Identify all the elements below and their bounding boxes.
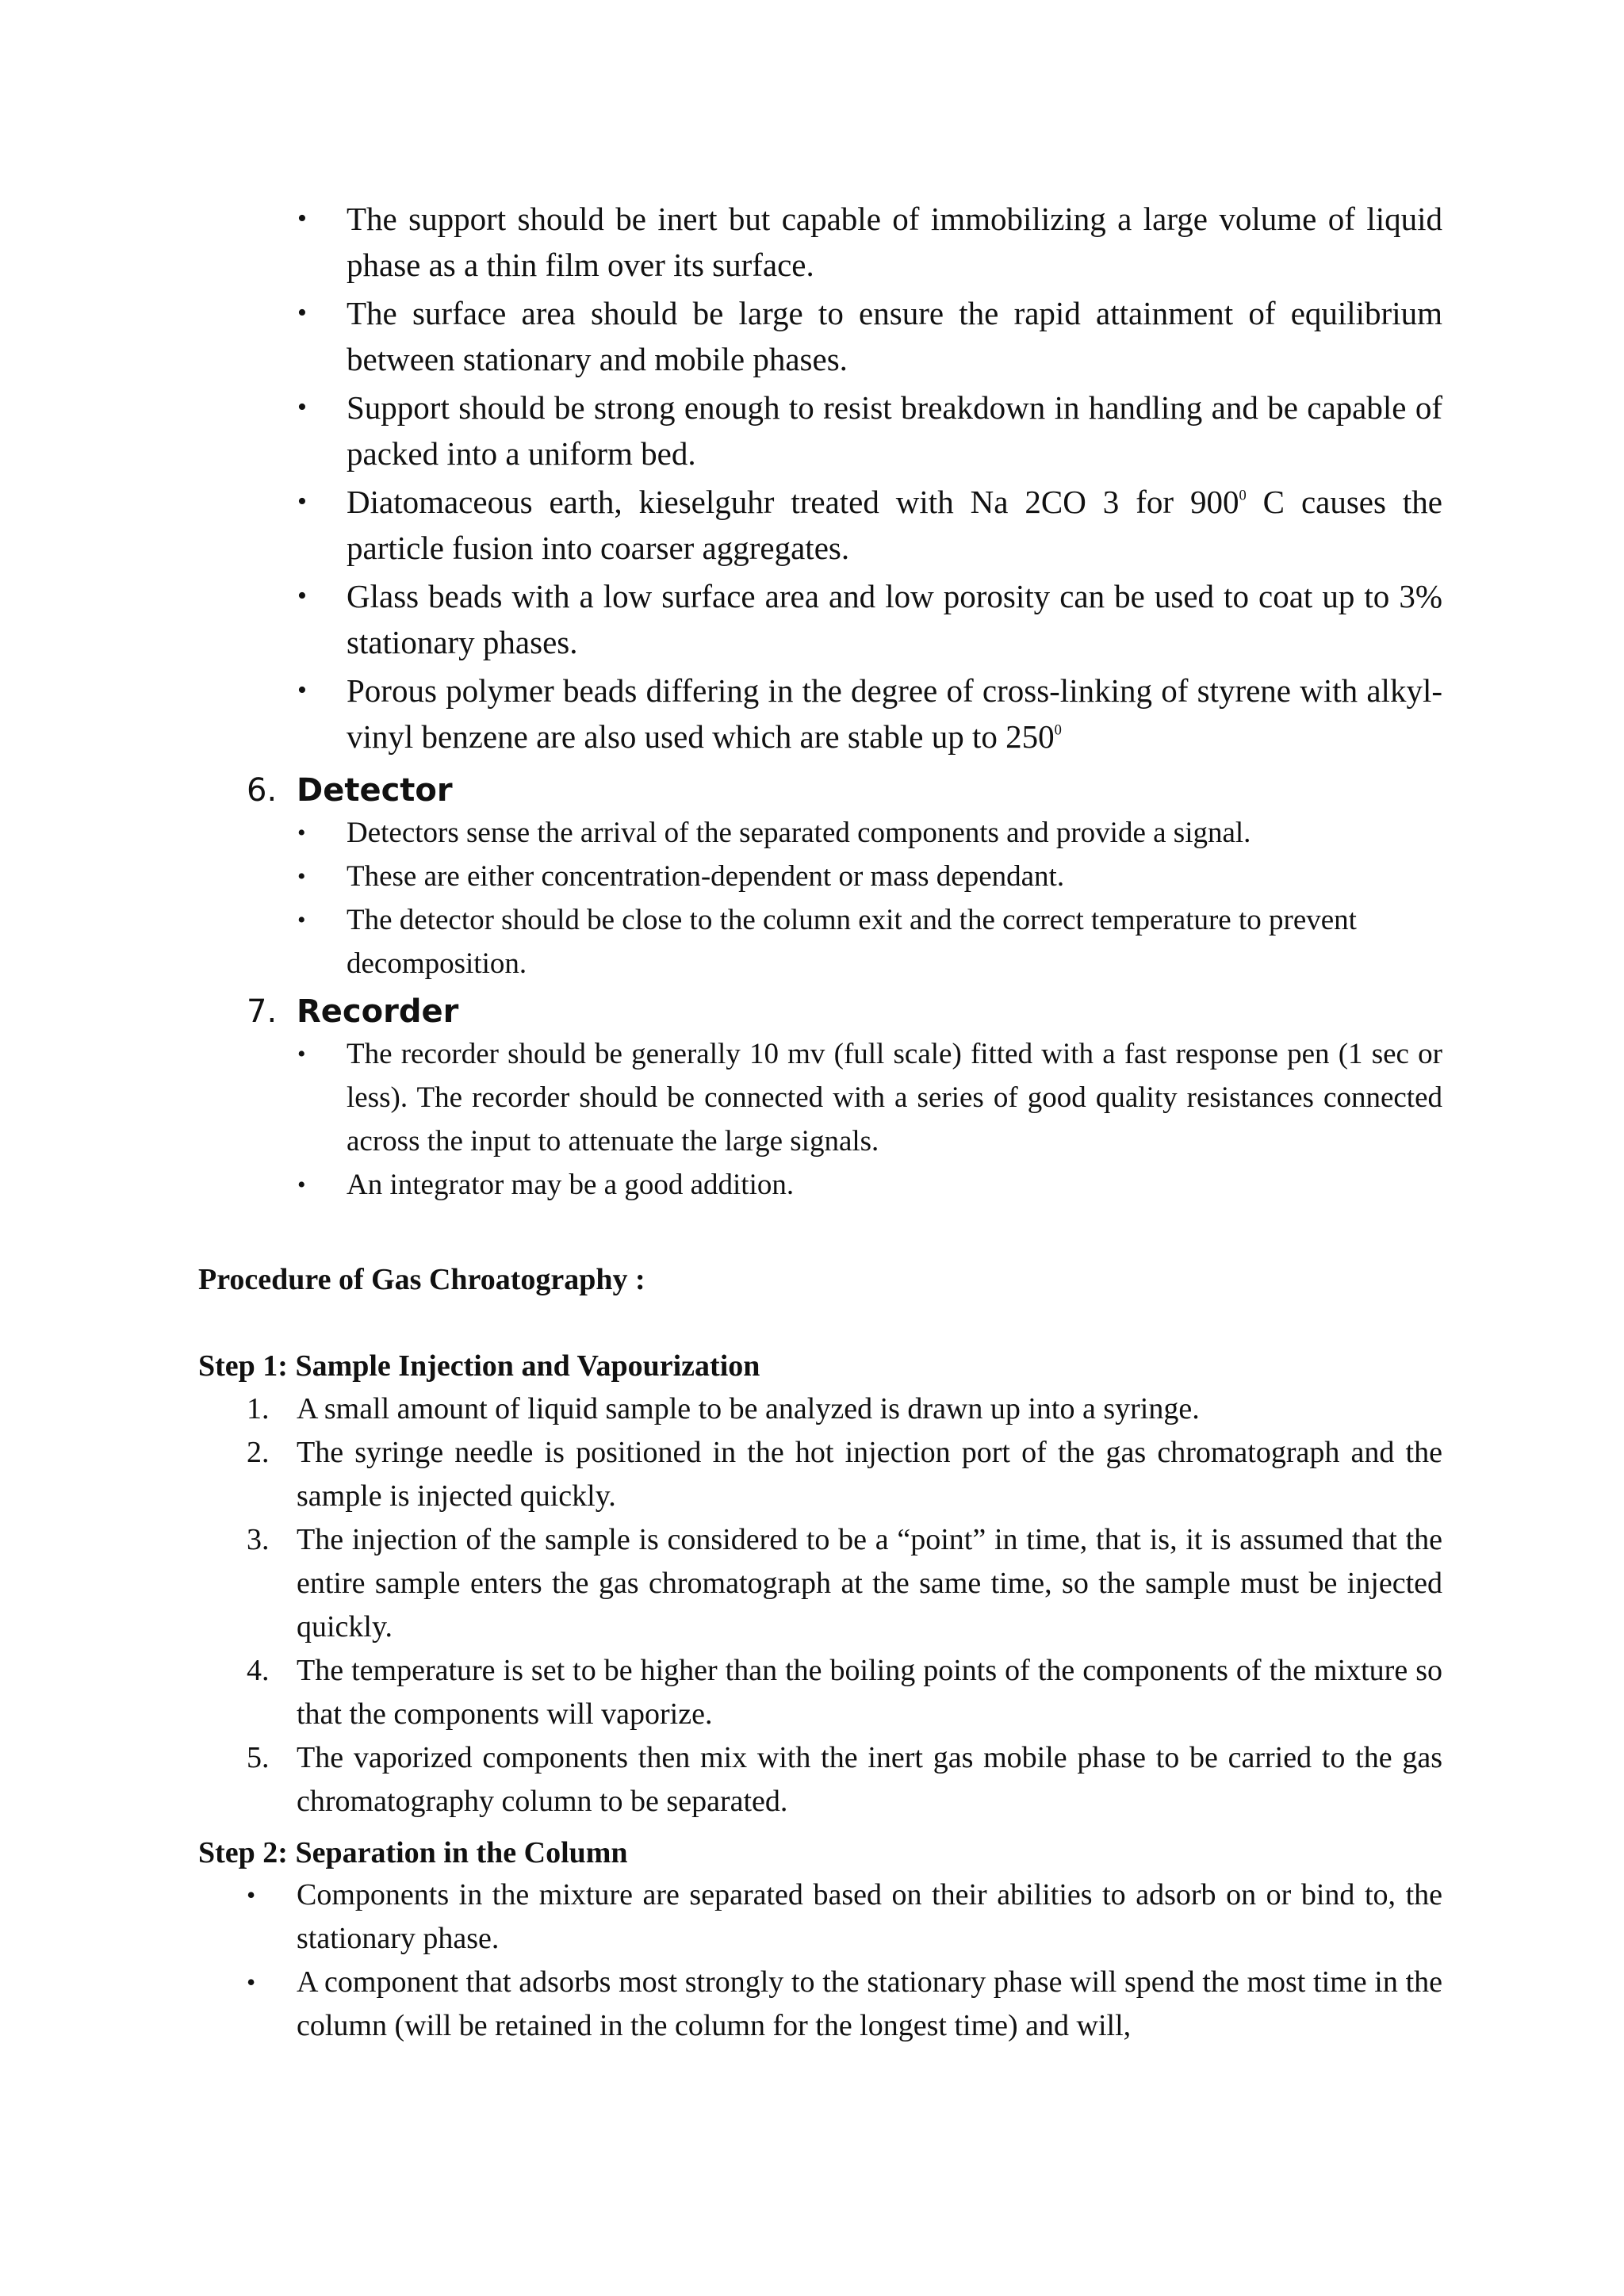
list-item-text: These are either concentration-dependent or mass dependant. [347,860,1065,893]
step1-numbered-list [247,1387,1442,1823]
step1-heading: Step 1: Sample Injection and Vapourization [198,1349,760,1383]
section-number: 6. [247,772,278,809]
list-item-text: C causes the particle fusion into coarser aggregates. [347,484,1442,566]
list-item [247,1431,1442,1518]
step2-heading: Step 2: Separation in the Column [198,1836,628,1869]
section-title: Detector [297,772,453,809]
list-item-text: Support should be strong enough to resist breakdown in handling and be capable of packed into a uniform bed. [347,389,1442,472]
bullet-icon: • [297,581,307,610]
list-item [297,855,1442,898]
list-item-text: Glass beads with a low surface area and low porosity can be used to coat up to 3% stationary phases. [347,578,1442,660]
bullet-icon: • [247,1881,256,1909]
step2-bullet-list [247,1873,1442,2048]
support-bullet-list [297,196,1442,760]
list-item [297,196,1442,288]
bullet-icon: • [297,204,307,233]
list-item-text: The vaporized components then mix with the inert gas mobile phase to be carried to the gas chromatography column to be separated. [297,1741,1442,1818]
section-number: 7. [247,993,278,1030]
bullet-icon: • [297,675,307,705]
list-item-text: Porous polymer beads differing in the degree of cross-linking of styrene with alkyl-vinyl benzene are also used which are stable up to 250 [347,672,1442,755]
list-item-text: An integrator may be a good addition. [347,1169,795,1201]
bullet-icon: • [297,298,307,327]
superscript: 0 [1054,721,1062,738]
list-item-text: The surface area should be large to ensure the rapid attainment of equilibrium between stationary and mobile phases. [347,295,1442,377]
list-item-number: 1. [247,1392,270,1425]
list-item-text: The temperature is set to be higher than the boiling points of the components of the mixture so that the components will vaporize. [297,1654,1442,1731]
list-item [247,1387,1442,1431]
list-item-number: 4. [247,1654,270,1687]
list-item [247,1649,1442,1736]
list-item-number: 3. [247,1523,270,1556]
list-item [297,811,1442,855]
list-item-text: The injection of the sample is considered to be a “point” in time, that is, it is assumed that the entire sample enters the gas chromatograph at the same time, so the sample must be injected quickly. [297,1523,1442,1644]
list-item [247,1518,1442,1649]
list-item-text: Detectors sense the arrival of the separated components and provide a signal. [347,817,1251,849]
list-item [247,1873,1442,1961]
list-item-text: The detector should be close to the column exit and the correct temperature to prevent decomposition. [347,904,1357,980]
list-item [297,1032,1442,1163]
list-item-text: Components in the mixture are separated based on their abilities to adsorb on or bind to, the stationary phase. [297,1878,1442,1955]
bullet-icon: • [297,907,306,933]
list-item-text: A component that adsorbs most strongly to the stationary phase will spend the most time in the column (will be retained in the column for the longest time) and will, [297,1965,1442,2042]
procedure-heading: Procedure of Gas Chroatography : [198,1263,645,1296]
superscript: 0 [1239,487,1247,503]
list-item-number: 2. [247,1436,270,1469]
list-item [297,385,1442,476]
list-item-text: A small amount of liquid sample to be analyzed is drawn up into a syringe. [297,1392,1200,1425]
list-item [297,668,1442,760]
bullet-icon: • [297,487,307,516]
list-item-text: The recorder should be generally 10 mv (full scale) fitted with a fast response pen (1 sec or less). The recorder should be connected with a series of good quality resistances connected across the input to attenuate the large signals. [347,1038,1442,1158]
recorder-bullet-list [297,1032,1442,1207]
list-item [297,898,1442,985]
detector-bullet-list [297,811,1442,985]
list-item-text: Diatomaceous earth, kieselguhr treated with Na 2CO 3 for 900 [347,484,1239,520]
list-item [297,479,1442,571]
bullet-icon: • [297,863,306,890]
list-item-text: The support should be inert but capable of immobilizing a large volume of liquid phase as a thin film over its surface. [347,201,1442,283]
section-title: Recorder [297,993,459,1030]
list-item [297,573,1442,665]
bullet-icon: • [297,392,307,422]
bullet-icon: • [297,1172,306,1198]
list-item-text: The syringe needle is positioned in the hot injection port of the gas chromatograph and the sample is injected quickly. [297,1436,1442,1513]
list-item-number: 5. [247,1741,270,1774]
bullet-icon: • [297,1041,306,1067]
bullet-icon: • [247,1968,256,1996]
bullet-icon: • [297,820,306,846]
list-item [297,1163,1442,1207]
list-item [297,290,1442,382]
list-item [247,1736,1442,1823]
list-item [247,1961,1442,2048]
